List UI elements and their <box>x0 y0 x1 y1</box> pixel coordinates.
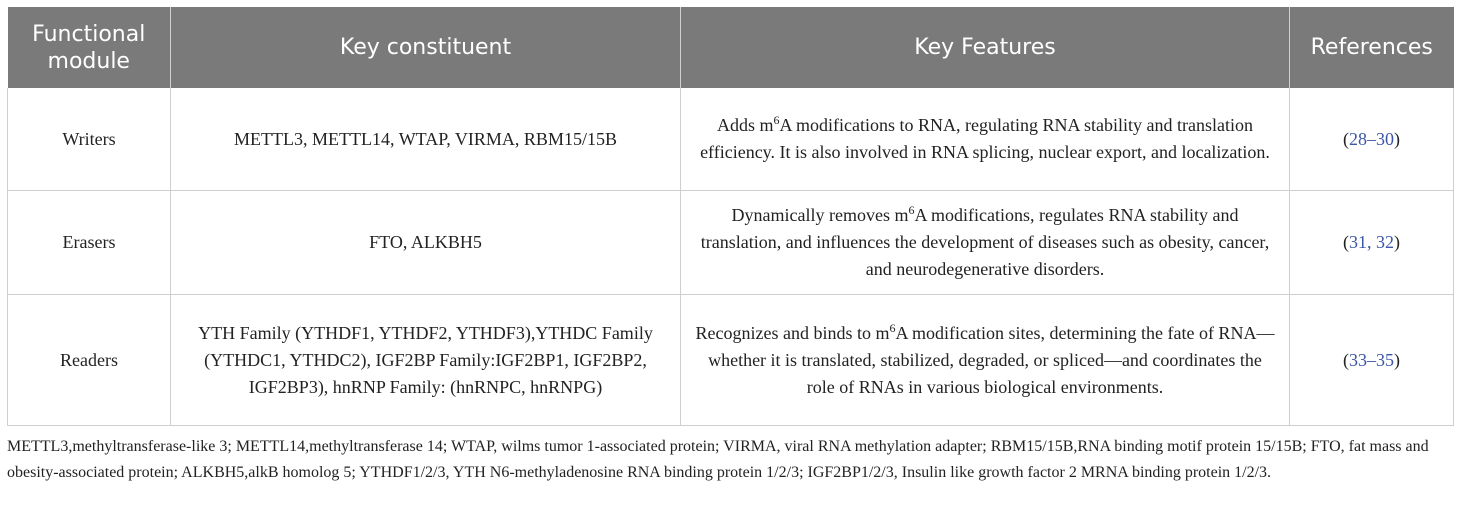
superscript-6: 6 <box>773 113 780 127</box>
table-row <box>8 88 1454 191</box>
cell-features <box>681 88 1290 191</box>
ref-close-paren: ) <box>1394 128 1400 149</box>
table-container <box>7 7 1453 426</box>
superscript-6: 6 <box>908 203 915 217</box>
ref-close-paren: ) <box>1394 349 1400 370</box>
header-key-constituent: Key constituent <box>171 7 681 88</box>
table-header <box>8 7 1454 88</box>
features-text-pre: Adds m <box>717 115 774 135</box>
cell-references <box>1290 191 1454 295</box>
cell-references <box>1290 295 1454 426</box>
ref-close-paren: ) <box>1394 232 1400 252</box>
ref-open-paren: ( <box>1343 232 1349 252</box>
table-row <box>8 295 1454 426</box>
cell-references <box>1290 88 1454 191</box>
features-text-post: A modification sites, determining the fate of RNA—whether it is translated, stabilized, degraded, or spliced—and coordinates the role of RNAs in various biological environments. <box>708 322 1275 397</box>
cell-features <box>681 191 1290 295</box>
features-text-post: A modifications to RNA, regulating RNA stability and translation efficiency. It is also involved in RNA splicing, nuclear export, and localization. <box>700 115 1270 162</box>
header-row <box>8 7 1454 88</box>
features-text-post: A modifications, regulates RNA stability and translation, and influences the development of diseases such as obesity, cancer, and neurodegenerative disorders. <box>700 205 1270 279</box>
table-row <box>8 191 1454 295</box>
superscript-6: 6 <box>889 320 896 335</box>
reference-link[interactable]: 28–30 <box>1349 128 1394 149</box>
ref-open-paren: ( <box>1343 349 1349 370</box>
m6a-regulators-table <box>7 7 1454 426</box>
features-text-pre: Dynamically removes m <box>731 205 909 225</box>
reference-link[interactable]: 31, 32 <box>1349 232 1394 252</box>
header-references: References <box>1290 7 1454 88</box>
ref-open-paren: ( <box>1343 128 1349 149</box>
header-key-features: Key Features <box>681 7 1290 88</box>
cell-constituent: YTH Family (YTHDF1, YTHDF2, YTHDF3),YTHDC Family (YTHDC1, YTHDC2), IGF2BP Family:IGF2BP1, IGF2BP2, IGF2BP3), hnRNP Family: (hnRNPC, hnRNPG) <box>171 295 681 426</box>
cell-constituent: FTO, ALKBH5 <box>171 191 681 295</box>
cell-module: Erasers <box>8 191 171 295</box>
cell-module: Writers <box>8 88 171 191</box>
header-functional-module: Functional module <box>8 7 171 88</box>
table-body <box>8 88 1454 426</box>
reference-link[interactable]: 33–35 <box>1349 349 1394 370</box>
cell-features <box>681 295 1290 426</box>
table-footnote: METTL3,methyltransferase-like 3; METTL14,methyltransferase 14; WTAP, wilms tumor 1-associated protein; VIRMA, viral RNA methylation adapter; RBM15/15B,RNA binding motif protein 15/15B; FTO, fat mass and obesity-associated protein; ALKBH5,alkB homolog 5; YTHDF1/2/3, YTH N6-methyladenosine RNA binding protein 1/2/3; IGF2BP1/2/3, Insulin like growth factor 2 MRNA binding protein 1/2/3. <box>7 438 1429 481</box>
cell-module: Readers <box>8 295 171 426</box>
features-text-pre: Recognizes and binds to m <box>695 322 890 343</box>
cell-constituent: METTL3, METTL14, WTAP, VIRMA, RBM15/15B <box>171 88 681 191</box>
